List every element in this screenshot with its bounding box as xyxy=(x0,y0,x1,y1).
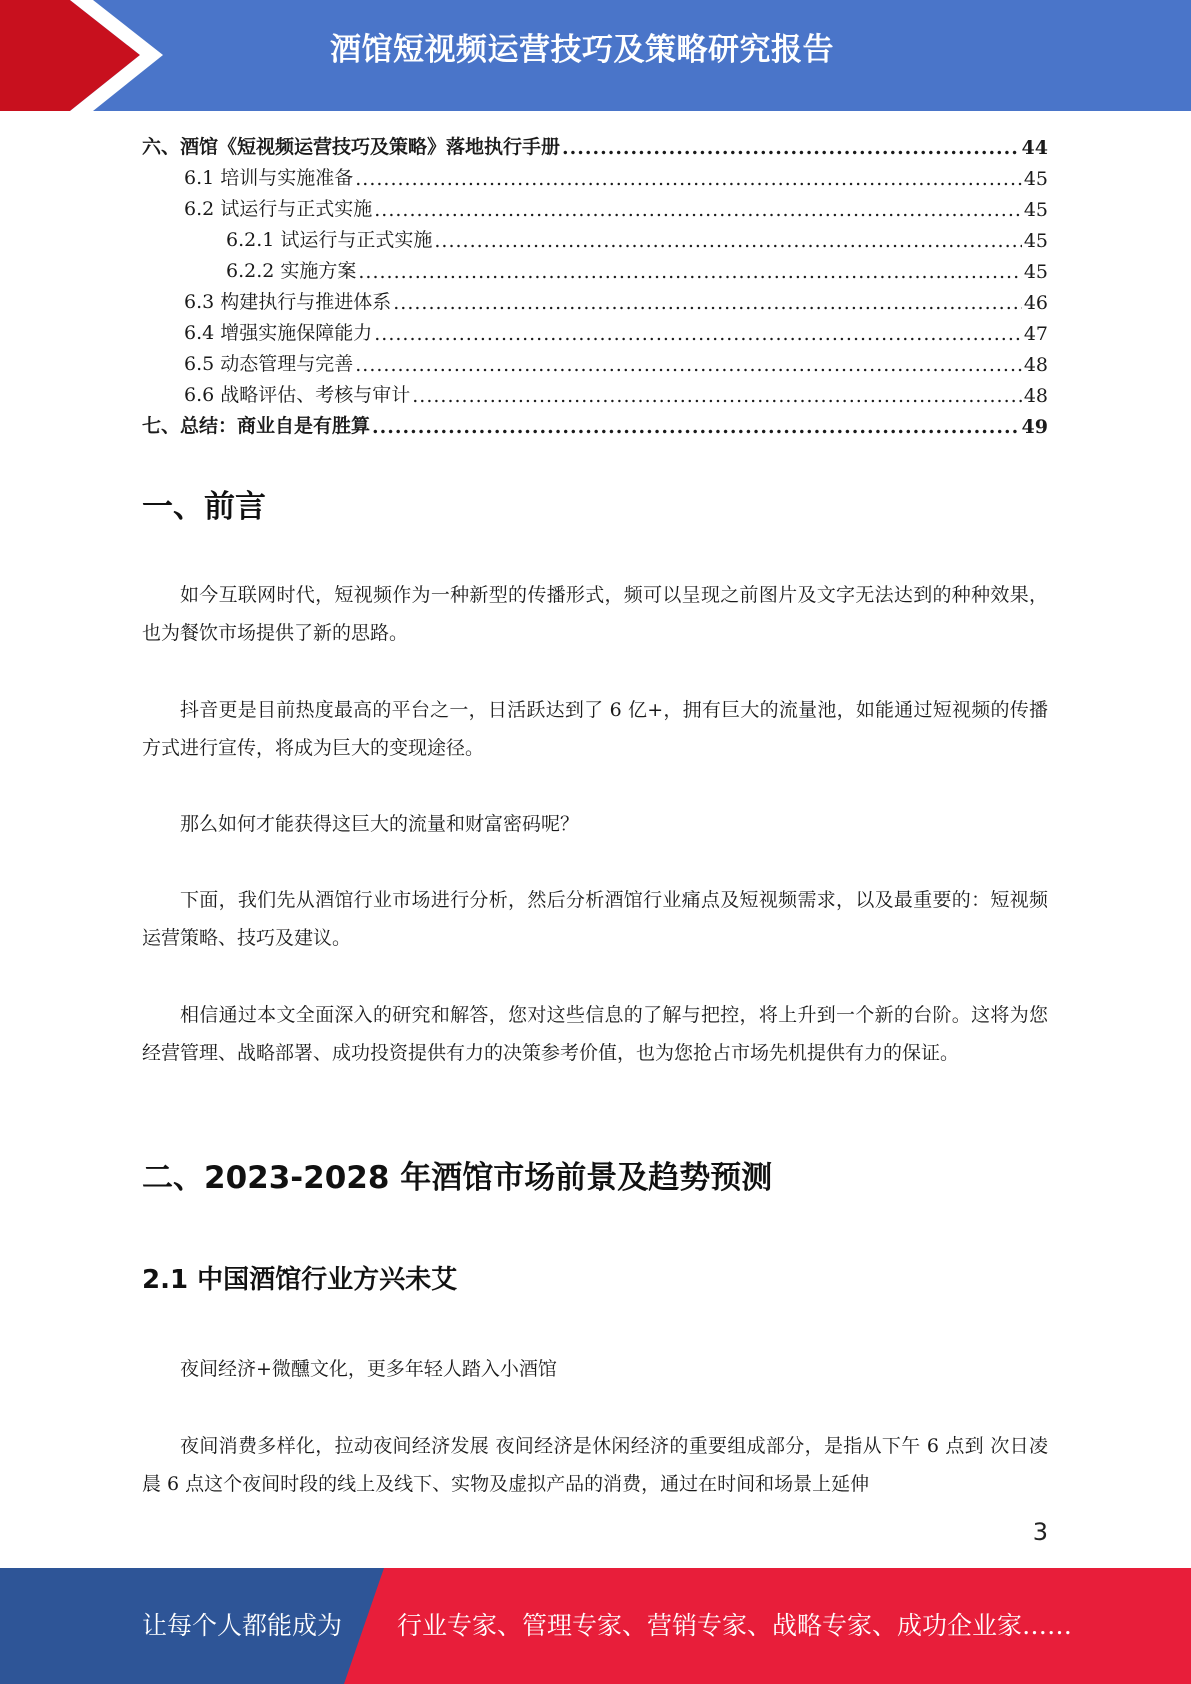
preface-body xyxy=(142,996,1048,1072)
section-preface xyxy=(142,481,1048,526)
subsection-2-1 xyxy=(142,1259,1048,1296)
toc-leader-dots xyxy=(355,168,1022,190)
toc-entry[interactable] xyxy=(142,407,1048,438)
toc-entry-label: 七、总结：商业自是有胜算 xyxy=(142,415,371,437)
toc-entry-page: 48 xyxy=(1023,385,1048,407)
toc-entry-label: 6.1 培训与实施准备 xyxy=(184,167,354,189)
paragraph: 夜间消费多样化，拉动夜间经济发展 夜间经济是休闲经济的重要组成部分，是指从下午 6 点到 次日凌晨 6 点这个夜间时段的线上及线下、实物及虚拟产品的消费，通过在时间和场景上延伸 xyxy=(142,1435,1048,1495)
paragraph: 如今互联网时代，短视频作为一种新型的传播形式，频可以呈现之前图片及文字无法达到的种种效果，也为餐饮市场提供了新的思路。 xyxy=(142,584,1048,644)
subsection-heading: 2.1 中国酒馆行业方兴未艾 xyxy=(142,1265,458,1295)
paragraph: 相信通过本文全面深入的研究和解答，您对这些信息的了解与把控，将上升到一个新的台阶。这将为您经营管理、战略部署、成功投资提供有力的决策参考价值，也为您抢占市场先机提供有力的保证。 xyxy=(142,1004,1048,1064)
toc-leader-dots xyxy=(372,416,1020,438)
paragraph: 下面，我们先从酒馆行业市场进行分析，然后分析酒馆行业痛点及短视频需求，以及最重要的：短视频运营策略、技巧及建议。 xyxy=(142,889,1048,949)
section-heading: 一、前言 xyxy=(142,489,266,525)
toc-entry-page: 48 xyxy=(1023,354,1048,376)
toc-entry-label: 6.6 战略评估、考核与审计 xyxy=(184,384,411,406)
page-number: 3 xyxy=(1032,1518,1048,1546)
section-market-outlook xyxy=(142,1152,1048,1197)
page-footer xyxy=(0,1568,1191,1684)
toc-entry-label: 6.4 增强实施保障能力 xyxy=(184,322,373,344)
toc-entry-page: 47 xyxy=(1023,323,1048,345)
toc-entry[interactable] xyxy=(142,376,1048,407)
toc-leader-dots xyxy=(374,323,1022,345)
section-heading: 二、2023-2028 年酒馆市场前景及趋势预测 xyxy=(142,1160,773,1196)
toc-entry[interactable] xyxy=(142,252,1048,283)
toc-entry-page: 44 xyxy=(1021,137,1048,159)
toc-entry-page: 45 xyxy=(1023,230,1048,252)
section2-body xyxy=(142,1350,1048,1388)
footer-slogan-right: 行业专家、管理专家、营销专家、战略专家、成功企业家…… xyxy=(397,1611,1073,1640)
toc-entry-label: 6.3 构建执行与推进体系 xyxy=(184,291,392,313)
preface-body xyxy=(142,805,1048,843)
preface-body xyxy=(142,881,1048,957)
footer-slogan-left: 让每个人都能成为 xyxy=(142,1611,343,1640)
toc-entry-label: 6.2 试运行与正式实施 xyxy=(184,198,373,220)
preface-body xyxy=(142,576,1048,652)
toc-entry-label: 6.5 动态管理与完善 xyxy=(184,353,354,375)
paragraph: 夜间经济+微醺文化，更多年轻人踏入小酒馆 xyxy=(180,1358,557,1380)
toc-leader-dots xyxy=(355,354,1022,376)
toc-entry[interactable] xyxy=(142,128,1048,159)
toc-entry-page: 46 xyxy=(1023,292,1048,314)
toc-leader-dots xyxy=(358,261,1021,283)
toc-entry[interactable] xyxy=(142,345,1048,376)
table-of-contents xyxy=(142,128,1048,438)
preface-body xyxy=(142,691,1048,767)
toc-entry[interactable] xyxy=(142,159,1048,190)
toc-entry-page: 45 xyxy=(1023,168,1048,190)
toc-leader-dots xyxy=(412,385,1022,407)
toc-leader-dots xyxy=(562,137,1020,159)
toc-entry[interactable] xyxy=(142,283,1048,314)
header-title: 酒馆短视频运营技巧及策略研究报告 xyxy=(330,32,834,68)
toc-entry[interactable] xyxy=(142,190,1048,221)
section2-body xyxy=(142,1427,1048,1503)
toc-leader-dots xyxy=(434,230,1021,252)
toc-entry[interactable] xyxy=(142,221,1048,252)
toc-entry-page: 45 xyxy=(1023,261,1048,283)
toc-entry-label: 6.2.1 试运行与正式实施 xyxy=(226,229,433,251)
toc-entry-page: 45 xyxy=(1023,199,1048,221)
toc-entry-label: 六、酒馆《短视频运营技巧及策略》落地执行手册 xyxy=(142,136,561,158)
paragraph: 抖音更是目前热度最高的平台之一，日活跃达到了 6 亿+，拥有巨大的流量池，如能通过短视频的传播方式进行宣传，将成为巨大的变现途径。 xyxy=(142,699,1048,759)
toc-entry-page: 49 xyxy=(1021,416,1048,438)
toc-leader-dots xyxy=(374,199,1022,221)
toc-leader-dots xyxy=(393,292,1022,314)
page-header xyxy=(0,0,1191,111)
paragraph: 那么如何才能获得这巨大的流量和财富密码呢？ xyxy=(180,813,580,835)
toc-entry-label: 6.2.2 实施方案 xyxy=(226,260,357,282)
toc-entry[interactable] xyxy=(142,314,1048,345)
